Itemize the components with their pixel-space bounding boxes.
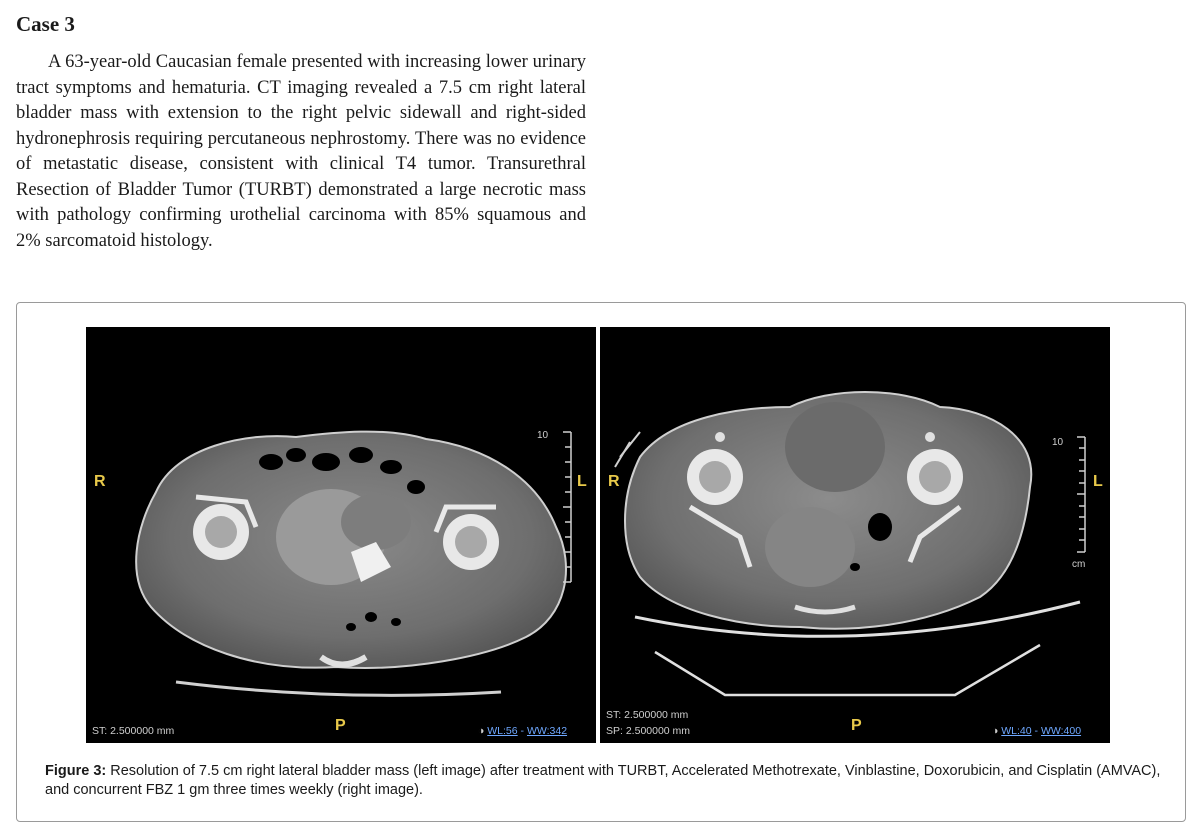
ct-scan-right-graphic (600, 327, 1110, 743)
slice-thickness-label: ST: 2.500000 mm (606, 709, 689, 721)
scale-number: 10 (537, 430, 549, 441)
caption-text: Resolution of 7.5 cm right lateral bladder mass (left image) after treatment with TURBT, Accelerated Methotrexate, Vinblastine, Doxorubicin, and Cisplatin (AMVAC), and concurrent FBZ 1 gm three times weekly (right image). (45, 763, 1161, 798)
contrast-icon: ◑ (478, 725, 488, 737)
orientation-posterior-label: P (851, 717, 862, 734)
window-separator: - (517, 725, 527, 737)
orientation-left-label: L (577, 473, 587, 490)
slice-thickness-label: ST: 2.500000 mm (92, 725, 175, 737)
ct-scan-left-graphic (86, 327, 596, 743)
scale-number: 10 (1052, 437, 1064, 448)
orientation-left-label: L (1093, 473, 1103, 490)
slice-spacing-label: SP: 2.500000 mm (606, 725, 691, 737)
scale-unit: cm (1072, 559, 1086, 570)
case-paragraph: A 63-year-old Caucasian female presented with increasing lower urinary tract symptoms and hematuria. CT imaging revealed a 7.5 cm right lateral bladder mass with extension to the right pelvic sidewall and right-sided hydronephrosis requiring percutaneous nephrostomy. There was no evidence of metastatic disease, consistent with clinical T4 tumor. Transurethral Resection of Bladder Tumor (TURBT) demonstrated a large necrotic mass with pathology confirming urothelial carcinoma with 85% squamous and 2% sarcomatoid histology. (16, 52, 586, 251)
window-width-value: WW:400 (1040, 725, 1082, 737)
orientation-right-label: R (94, 473, 106, 490)
figure-box (16, 302, 1186, 822)
window-level-value: WL:56 (487, 725, 518, 737)
window-level-value: WL:40 (1001, 725, 1032, 737)
window-level-readout (478, 725, 567, 737)
ct-image-left (86, 327, 596, 743)
caption-label: Figure 3: (45, 763, 107, 779)
ct-image-right (600, 327, 1110, 743)
case-heading: Case 3 (16, 12, 75, 36)
window-level-readout (992, 725, 1081, 737)
orientation-right-label: R (608, 473, 620, 490)
window-width-value: WW:342 (526, 725, 568, 737)
window-separator: - (1031, 725, 1041, 737)
contrast-icon: ◑ (992, 725, 1002, 737)
figure-caption (45, 762, 1165, 800)
orientation-posterior-label: P (335, 717, 346, 734)
